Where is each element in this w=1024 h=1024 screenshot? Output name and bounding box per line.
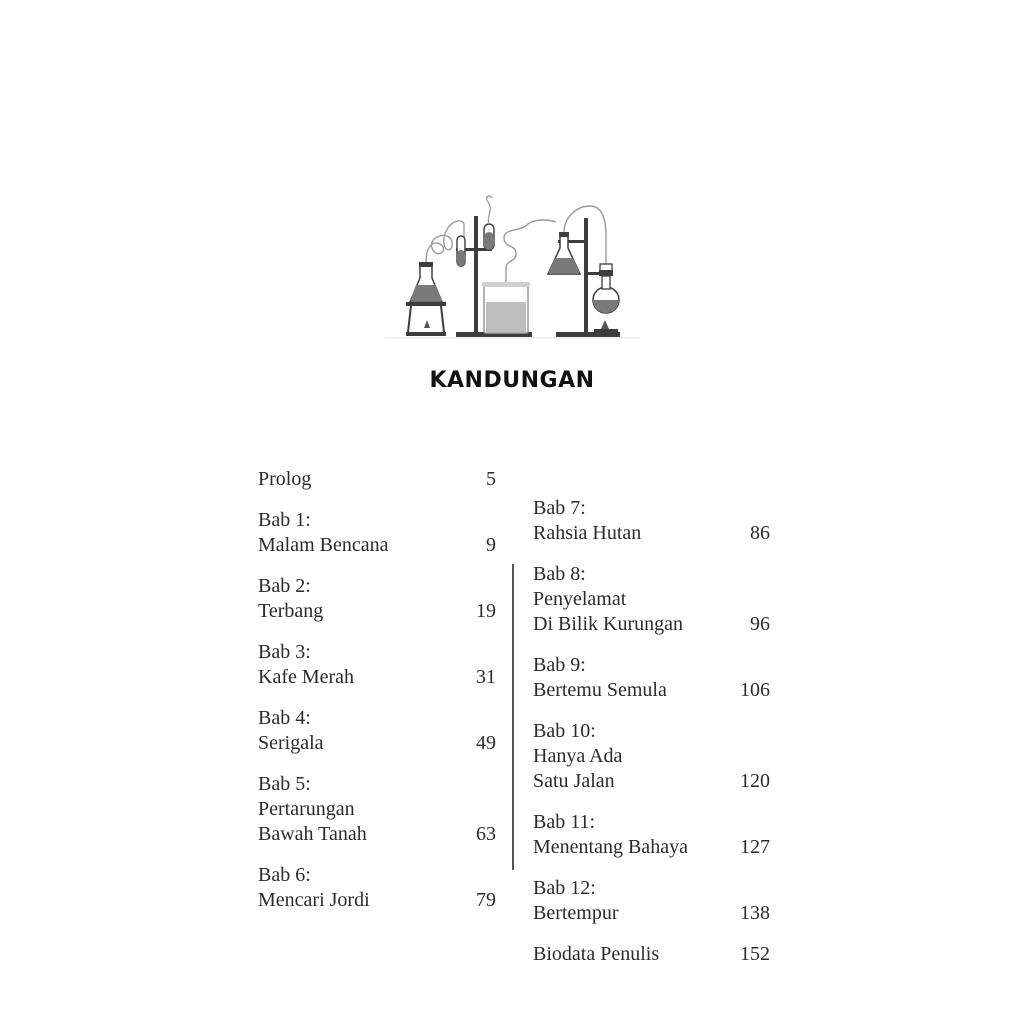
toc-left-column (258, 467, 498, 929)
toc-page-number: 86 (750, 522, 770, 544)
toc-page-number: 79 (476, 889, 496, 911)
toc-entry-title: Satu Jalan (533, 770, 615, 792)
toc-entry-heading: Biodata Penulis (533, 943, 660, 965)
toc-page-number: 120 (740, 770, 770, 792)
toc-entry-title: Serigala (258, 732, 324, 754)
toc-entry-title: Bawah Tanah (258, 823, 367, 845)
toc-page-number: 19 (476, 600, 496, 622)
toc-entry-title: Hanya Ada (533, 745, 623, 767)
toc-page-number: 96 (750, 613, 770, 635)
toc-entry-heading: Bab 10: (533, 720, 596, 742)
toc-page-number: 5 (486, 468, 496, 490)
column-divider (512, 564, 514, 870)
toc-entry (533, 653, 773, 703)
toc-entry (258, 467, 498, 492)
toc-page-number: 152 (740, 943, 770, 965)
toc-page-number: 138 (740, 902, 770, 924)
toc-entry-title: Bertempur (533, 902, 619, 924)
toc-page-number: 9 (486, 534, 496, 556)
toc-entry-heading: Bab 11: (533, 811, 596, 833)
toc-right-column (533, 496, 773, 983)
toc-entry-title: Pertarungan (258, 798, 355, 820)
toc-entry (258, 508, 498, 558)
toc-entry-title: Bertemu Semula (533, 679, 667, 701)
toc-entry-title: Kafe Merah (258, 666, 355, 688)
toc-entry (258, 574, 498, 624)
toc-entry-title: Menentang Bahaya (533, 836, 688, 858)
toc-entry-title: Mencari Jordi (258, 889, 370, 911)
toc-page-number: 31 (476, 666, 496, 688)
toc-entry (533, 876, 773, 926)
toc-entry (533, 496, 773, 546)
toc-entry-heading: Bab 12: (533, 877, 596, 899)
toc-page-number: 127 (740, 836, 770, 858)
toc-entry-title: Terbang (258, 600, 324, 622)
toc-entry-heading: Bab 6: (258, 864, 311, 886)
toc-entry-title: Rahsia Hutan (533, 522, 642, 544)
toc-entry-heading: Bab 1: (258, 509, 311, 531)
toc-entry-heading: Bab 5: (258, 773, 311, 795)
toc-entry (258, 706, 498, 756)
toc-entry (533, 719, 773, 794)
toc-entry-title: Malam Bencana (258, 534, 389, 556)
toc-entry-heading: Prolog (258, 468, 312, 490)
toc-entry-heading: Bab 4: (258, 707, 311, 729)
toc-page-number: 63 (476, 823, 496, 845)
toc-entry (533, 942, 773, 967)
toc-page-number: 106 (740, 679, 770, 701)
toc-entry-heading: Bab 7: (533, 497, 586, 519)
toc-page-number: 49 (476, 732, 496, 754)
toc-entry-heading: Bab 3: (258, 641, 311, 663)
toc-entry-heading: Bab 9: (533, 654, 586, 676)
toc-entry-heading: Bab 2: (258, 575, 311, 597)
toc-entry-title: Di Bilik Kurungan (533, 613, 683, 635)
toc-entry (258, 772, 498, 847)
toc-entry (258, 640, 498, 690)
toc-entry-heading: Bab 8: (533, 563, 586, 585)
page-title: KANDUNGAN (429, 368, 595, 393)
toc-entry (533, 810, 773, 860)
toc-entry-title: Penyelamat (533, 588, 627, 610)
toc-entry (533, 562, 773, 637)
laboratory-glassware-icon (380, 188, 645, 348)
toc-entry (258, 863, 498, 913)
